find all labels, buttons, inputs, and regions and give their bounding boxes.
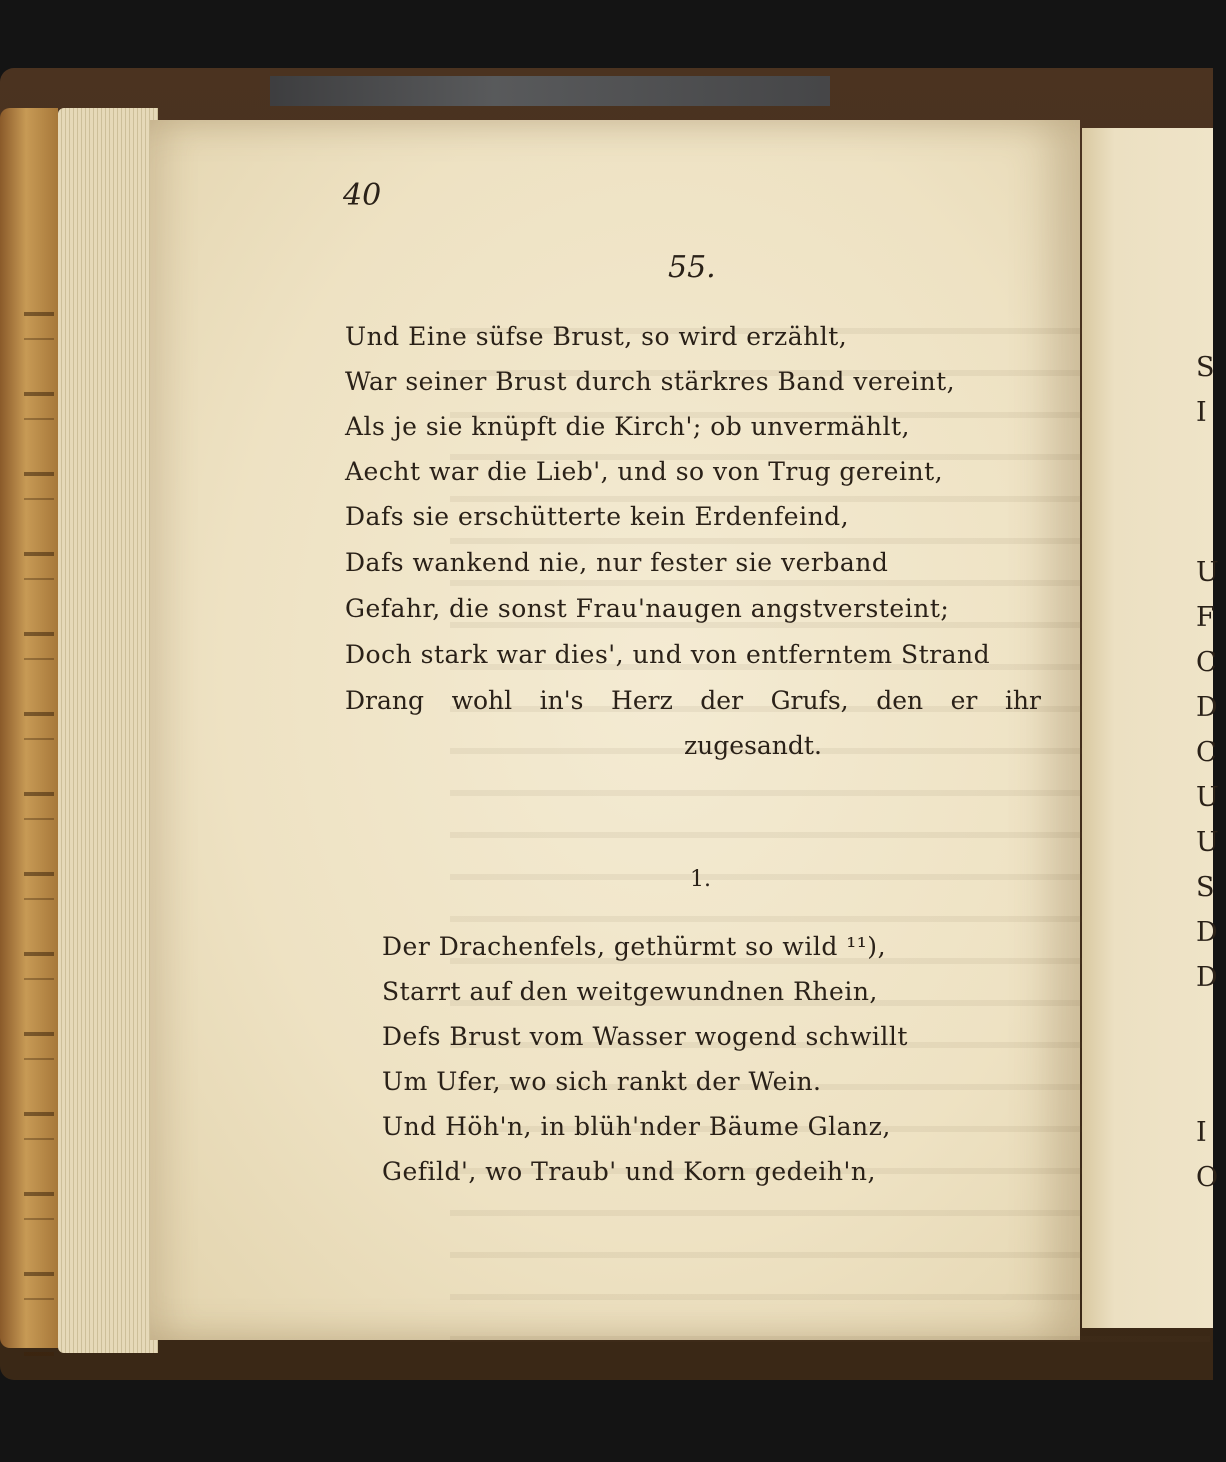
page-number: 40 xyxy=(343,178,382,213)
verse-word: Herz xyxy=(611,686,673,715)
gilt-fore-edge xyxy=(0,108,58,1348)
verse-line: Gefahr, die sonst Frau'naugen angstversteint; xyxy=(345,594,950,623)
right-page-letter: C xyxy=(1196,737,1217,768)
verse-line: Und Eine süfse Brust, so wird erzählt, xyxy=(345,322,848,351)
verse-word: ihr xyxy=(1004,686,1041,715)
right-page-letter: S xyxy=(1196,352,1215,383)
poem-line: Und Höh'n, in blüh'nder Bäume Glanz, xyxy=(382,1112,891,1141)
verse-line: Aecht war die Lieb', und so von Trug gereint, xyxy=(345,457,944,486)
cover-spine-strip xyxy=(270,76,830,106)
verse-turnover: zugesandt. xyxy=(684,731,822,760)
section-number: 1. xyxy=(690,867,711,892)
verse-word: den xyxy=(876,686,924,715)
right-page-letter: C xyxy=(1196,647,1217,678)
verse-line: War seiner Brust durch stärkres Band vereint, xyxy=(345,367,956,396)
poem-line: Gefild', wo Traub' und Korn gedeih'n, xyxy=(382,1157,876,1186)
right-page-letter: S xyxy=(1196,872,1215,903)
right-page-letter: I xyxy=(1196,397,1207,428)
right-page-letter: U xyxy=(1196,827,1219,858)
right-page-letter: D xyxy=(1196,917,1218,948)
right-page-letter: O xyxy=(1196,1162,1219,1193)
verse-word: Drang xyxy=(345,686,425,715)
verse-line-last xyxy=(345,686,1041,715)
poem-line: Starrt auf den weitgewundnen Rhein, xyxy=(382,977,878,1006)
right-page-letter: I xyxy=(1196,1117,1207,1148)
right-page-letter: D xyxy=(1196,692,1218,723)
verse-word: Grufs, xyxy=(770,686,849,715)
poem-line: Defs Brust vom Wasser wogend schwillt xyxy=(382,1022,908,1051)
poem-line: Um Ufer, wo sich rankt der Wein. xyxy=(382,1067,822,1096)
verse-word: wohl xyxy=(451,686,513,715)
right-page-letter: U xyxy=(1196,782,1219,813)
verse-word: er xyxy=(950,686,978,715)
right-page-letter: U xyxy=(1196,557,1219,588)
verse-word: der xyxy=(700,686,744,715)
verse-word: in's xyxy=(539,686,584,715)
right-page-letter: D xyxy=(1196,962,1218,993)
verse-line: Dafs wankend nie, nur fester sie verband xyxy=(345,548,889,577)
verse-line: Dafs sie erschütterte kein Erdenfeind, xyxy=(345,502,850,531)
stanza-number: 55. xyxy=(668,250,716,285)
right-page-letter: F xyxy=(1196,602,1215,633)
poem-line: Der Drachenfels, gethürmt so wild ¹¹), xyxy=(382,932,887,961)
verse-line: Doch stark war dies', und von entferntem Strand xyxy=(345,640,991,669)
verse-line: Als je sie knüpft die Kirch'; ob unvermählt, xyxy=(345,412,910,441)
right-page-edge xyxy=(1082,128,1213,1328)
gilt-ornament xyxy=(24,278,54,1378)
page-edges xyxy=(58,108,158,1353)
